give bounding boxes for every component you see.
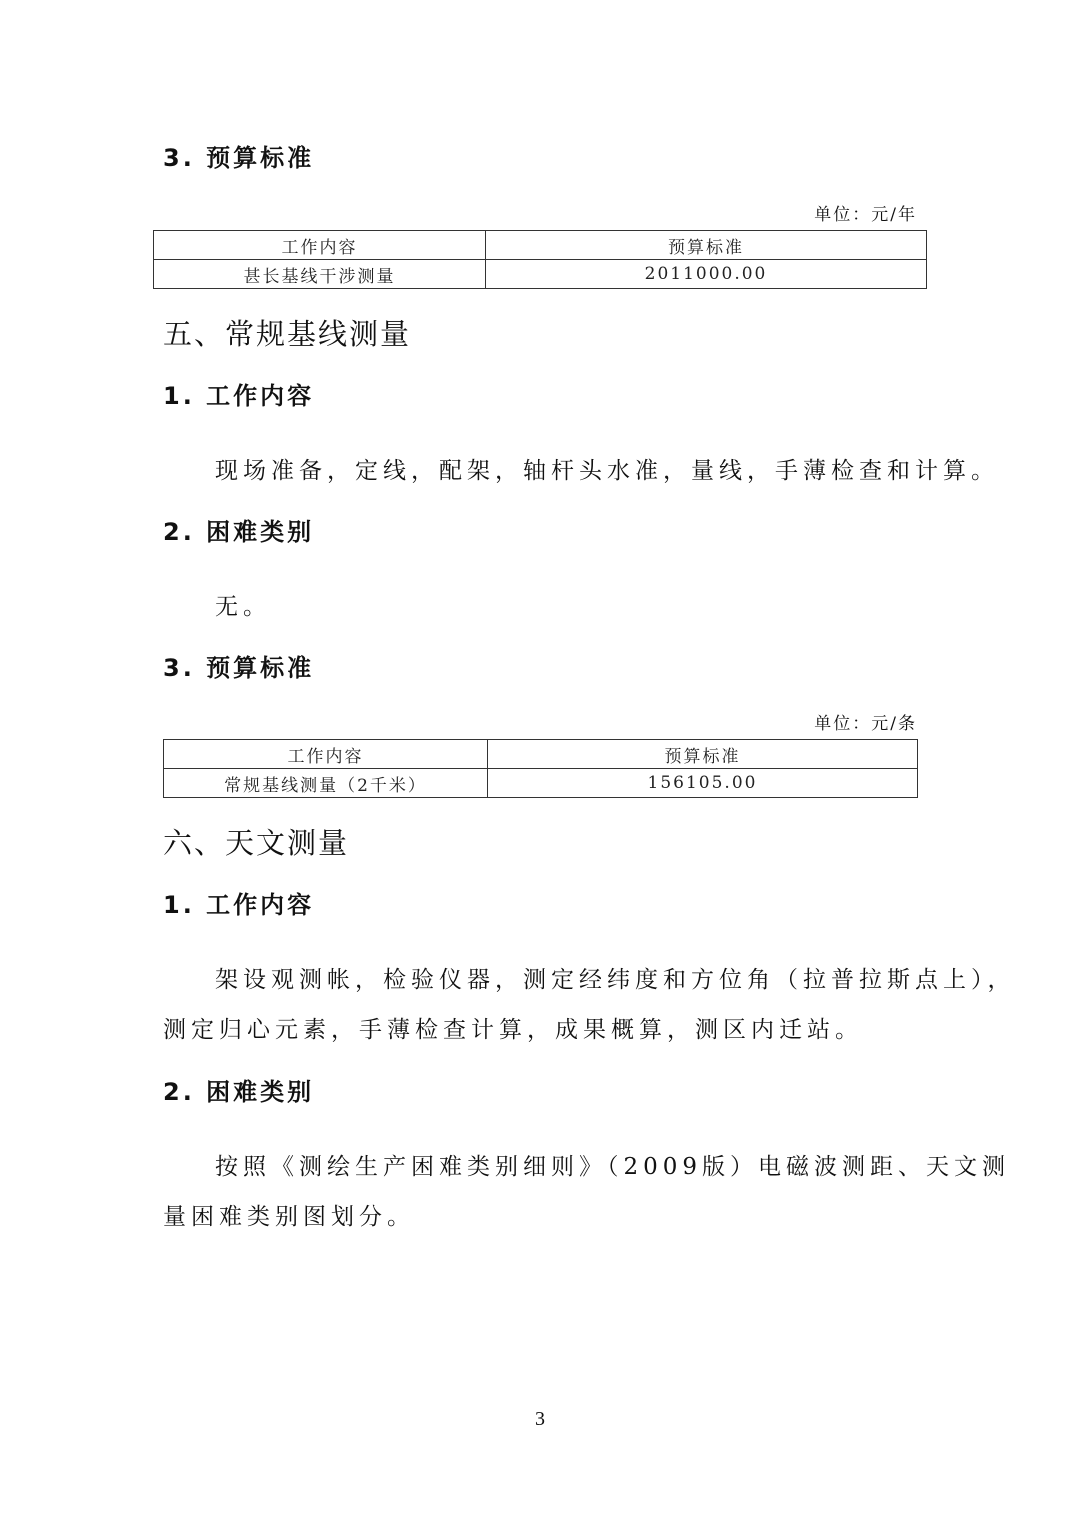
table-header-cell: 预算标准 — [488, 740, 918, 769]
difficulty-text-line1: 按照《测绘生产困难类别细则》（2009版）电磁波测距、天文测 — [215, 1154, 1011, 1180]
difficulty-text-line2: 量困难类别图划分。 — [163, 1204, 415, 1230]
table-header-row — [164, 740, 918, 769]
work-content-text: 现场准备，定线，配架，轴杆头水准，量线，手薄检查和计算。 — [215, 458, 999, 484]
budget-standard-heading: 3. 预算标准 — [163, 144, 315, 172]
table-header-cell: 工作内容 — [154, 231, 486, 260]
budget-standard-heading: 3. 预算标准 — [163, 654, 315, 682]
table-row — [154, 260, 927, 289]
work-content-heading: 1. 工作内容 — [163, 382, 315, 410]
section-title: 六、天文测量 — [163, 826, 350, 860]
work-content-heading: 1. 工作内容 — [163, 891, 315, 919]
work-content-text-line1: 架设观测帐，检验仪器，测定经纬度和方位角（拉普拉斯点上）， — [215, 967, 1016, 993]
budget-table-2 — [163, 739, 918, 798]
section-title: 五、常规基线测量 — [163, 317, 412, 351]
difficulty-heading: 2. 困难类别 — [163, 1078, 315, 1106]
table-cell: 156105.00 — [488, 769, 918, 798]
table-cell: 甚长基线干涉测量 — [154, 260, 486, 289]
work-content-text-line2: 测定归心元素，手薄检查计算，成果概算，测区内迁站。 — [163, 1017, 863, 1043]
table-header-cell: 预算标准 — [486, 231, 927, 260]
page-number: 3 — [535, 1408, 545, 1430]
table-cell: 常规基线测量（2千米） — [164, 769, 488, 798]
table-header-cell: 工作内容 — [164, 740, 488, 769]
table-header-row — [154, 231, 927, 260]
difficulty-text: 无。 — [215, 594, 271, 620]
table-cell: 2011000.00 — [486, 260, 927, 289]
budget-table-1 — [153, 230, 927, 289]
difficulty-heading: 2. 困难类别 — [163, 518, 315, 546]
table-row — [164, 769, 918, 798]
table2-unit-label: 单位：元/条 — [814, 714, 917, 734]
table1-unit-label: 单位：元/年 — [814, 205, 917, 225]
